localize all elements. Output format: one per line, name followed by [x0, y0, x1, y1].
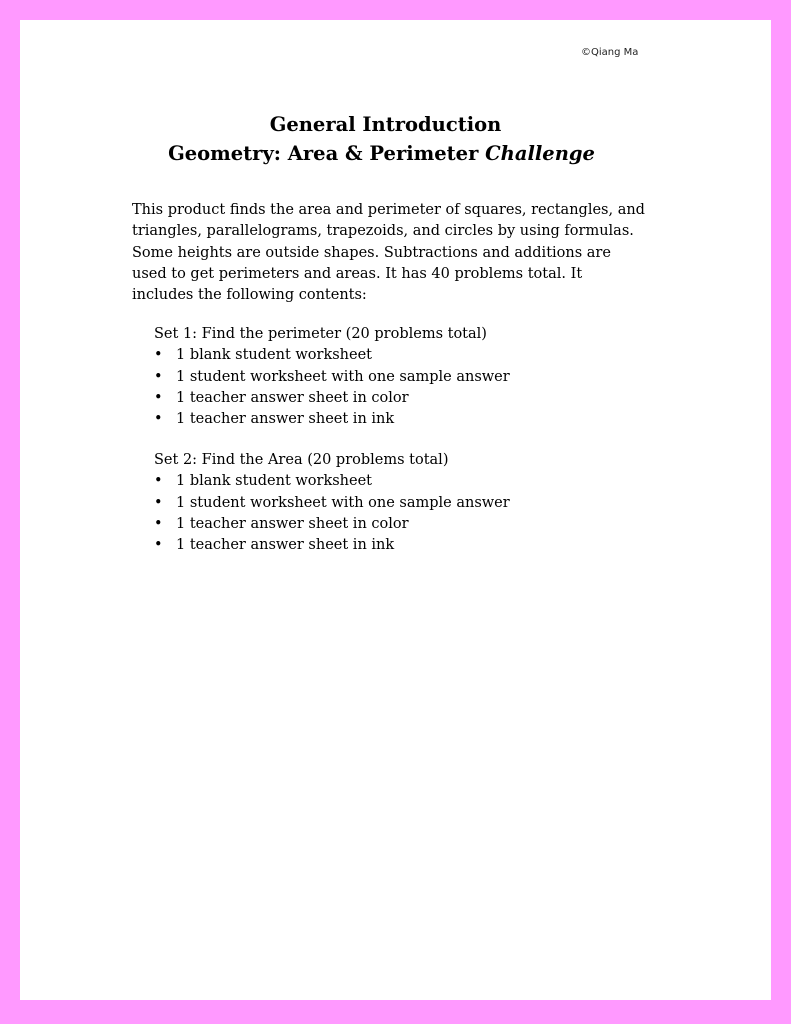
list-item-text: 1 student worksheet with one sample answer: [176, 494, 510, 511]
list-item-text: 1 teacher answer sheet in color: [176, 515, 409, 532]
list-item-text: 1 teacher answer sheet in ink: [176, 411, 395, 428]
bullet-icon: •: [154, 411, 163, 428]
set-1-heading: Set 1: Find the perimeter (20 problems total): [154, 326, 487, 342]
title-emphasis-text: Challenge: [485, 142, 595, 165]
bullet-icon: •: [154, 368, 163, 385]
bullet-icon: •: [154, 347, 163, 364]
list-item: [154, 409, 614, 430]
list-item: [154, 514, 614, 535]
document-title: [0, 110, 771, 168]
list-item: [154, 367, 614, 388]
intro-line: triangles, parallelograms, trapezoids, and circles by using formulas.: [132, 223, 634, 240]
title-line-general-introduction: General Introduction: [269, 113, 502, 136]
set-1-section: [154, 324, 614, 430]
list-item-text: 1 blank student worksheet: [176, 347, 373, 364]
set-2-section: [154, 450, 614, 556]
list-item: [154, 345, 614, 366]
bullet-icon: •: [154, 389, 163, 406]
bullet-icon: •: [154, 537, 163, 554]
list-item-text: 1 student worksheet with one sample answer: [176, 368, 510, 385]
list-item: [154, 388, 614, 409]
intro-paragraph: [132, 200, 652, 306]
list-item: [154, 535, 614, 556]
set-1-contents-list: [154, 345, 614, 430]
intro-line: Some heights are outside shapes. Subtractions and additions are: [132, 244, 611, 261]
title-main-text: Geometry: Area & Perimeter: [168, 142, 486, 165]
bullet-icon: •: [154, 473, 163, 490]
list-item-text: 1 teacher answer sheet in ink: [176, 537, 395, 554]
title-line-geometry: [0, 139, 771, 168]
copyright-notice: ©Qiang Ma: [581, 47, 639, 58]
list-item-text: 1 blank student worksheet: [176, 473, 373, 490]
intro-line: used to get perimeters and areas. It has 40 problems total. It: [132, 265, 583, 282]
set-2-contents-list: [154, 471, 614, 556]
list-item: [154, 471, 614, 492]
list-item: [154, 493, 614, 514]
set-2-heading: Set 2: Find the Area (20 problems total): [154, 452, 449, 468]
list-item-text: 1 teacher answer sheet in color: [176, 389, 409, 406]
intro-line: includes the following contents:: [132, 287, 367, 304]
intro-line: This product finds the area and perimeter of squares, rectangles, and: [132, 202, 645, 218]
bullet-icon: •: [154, 515, 163, 532]
bullet-icon: •: [154, 494, 163, 511]
